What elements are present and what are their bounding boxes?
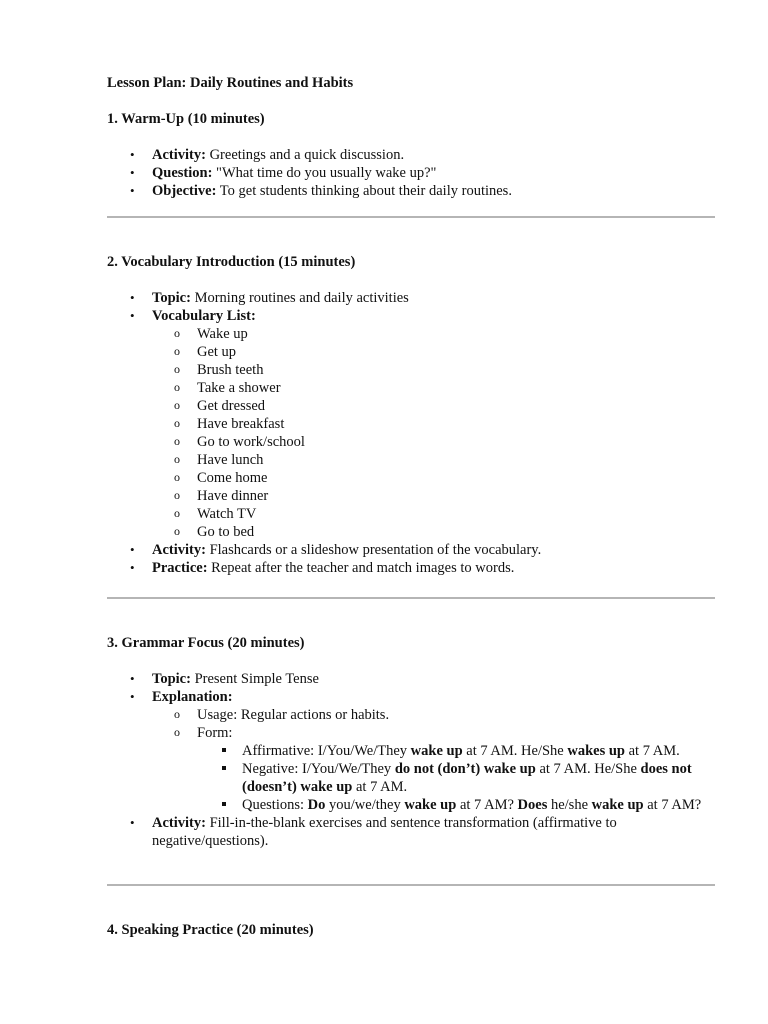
questions-item: Questions: Do you/we/they wake up at 7 AM? Does he/she wake up at 7 AM?: [242, 796, 715, 814]
vocab-word: o Go to bed: [197, 523, 760, 541]
warmup-list: [107, 146, 760, 200]
section-2-heading: 2. Vocabulary Introduction (15 minutes): [107, 254, 356, 270]
vocab-word: o Watch TV: [197, 505, 760, 523]
affirmative-item: Affirmative: I/You/We/They wake up at 7 AM. He/She wakes up at 7 AM.: [242, 742, 715, 760]
vocab-word: o Have dinner: [197, 487, 760, 505]
list-item: • Activity: Flashcards or a slideshow presentation of the vocabulary.: [152, 541, 760, 559]
vocab-word: o Get up: [197, 343, 760, 361]
vocabulary-words: [152, 325, 760, 541]
form-sublist: [197, 742, 715, 814]
vocab-word: o Have breakfast: [197, 415, 760, 433]
list-item: • Objective: To get students thinking about their daily routines.: [152, 182, 760, 200]
explanation-sublist: [152, 706, 715, 814]
usage-item: o Usage: Regular actions or habits.: [197, 706, 715, 724]
list-item: • Explanation: o Usage: Regular actions or habits. o Form: Affirmative: I/You/We/They wake up at 7 AM. He/She wakes up at 7 AM. Negative: I/You/We/They do not (don’t) wake up at 7 AM. He/She does not (doesn’t) wake up at 7 AM. Questions: Do you/we/they wake up at 7 AM? Does he/she wake up at 7 AM?: [152, 688, 715, 814]
document-title: Lesson Plan: Daily Routines and Habits: [107, 75, 354, 91]
list-item: • Practice: Repeat after the teacher and match images to words.: [152, 559, 760, 577]
list-item: • Question: "What time do you usually wake up?": [152, 164, 760, 182]
vocab-word: o Come home: [197, 469, 760, 487]
divider: [107, 597, 715, 599]
vocab-word: o Go to work/school: [197, 433, 760, 451]
list-item: • Activity: Fill-in-the-blank exercises and sentence transformation (affirmative to negative/questions).: [152, 814, 715, 850]
divider: [107, 884, 715, 886]
section-1-heading: 1. Warm-Up (10 minutes): [107, 111, 265, 127]
list-item: • Vocabulary List: o Wake up o Get up o Brush teeth o Take a shower o Get dressed o Have breakfast o Go to work/school o Have lunch o Come home o Have dinner o Watch TV o Go to bed: [152, 307, 760, 541]
form-item: o Form: Affirmative: I/You/We/They wake up at 7 AM. He/She wakes up at 7 AM. Negative: I/You/We/They do not (don’t) wake up at 7 AM. He/She does not (doesn’t) wake up at 7 AM. Questions: Do you/we/they wake up at 7 AM? Does he/she wake up at 7 AM?: [197, 724, 715, 814]
vocab-word: o Wake up: [197, 325, 760, 343]
section-3-heading: 3. Grammar Focus (20 minutes): [107, 635, 305, 651]
list-item: • Topic: Morning routines and daily activities: [152, 289, 760, 307]
vocab-word: o Brush teeth: [197, 361, 760, 379]
negative-item: Negative: I/You/We/They do not (don’t) wake up at 7 AM. He/She does not (doesn’t) wake up at 7 AM.: [242, 760, 715, 796]
grammar-list: [107, 670, 715, 850]
vocab-word: o Get dressed: [197, 397, 760, 415]
list-item: • Topic: Present Simple Tense: [152, 670, 715, 688]
divider: [107, 216, 715, 218]
section-4-heading: 4. Speaking Practice (20 minutes): [107, 922, 314, 938]
vocab-word: o Take a shower: [197, 379, 760, 397]
vocab-list: [107, 289, 760, 577]
vocab-word: o Have lunch: [197, 451, 760, 469]
list-item: • Activity: Greetings and a quick discussion.: [152, 146, 760, 164]
